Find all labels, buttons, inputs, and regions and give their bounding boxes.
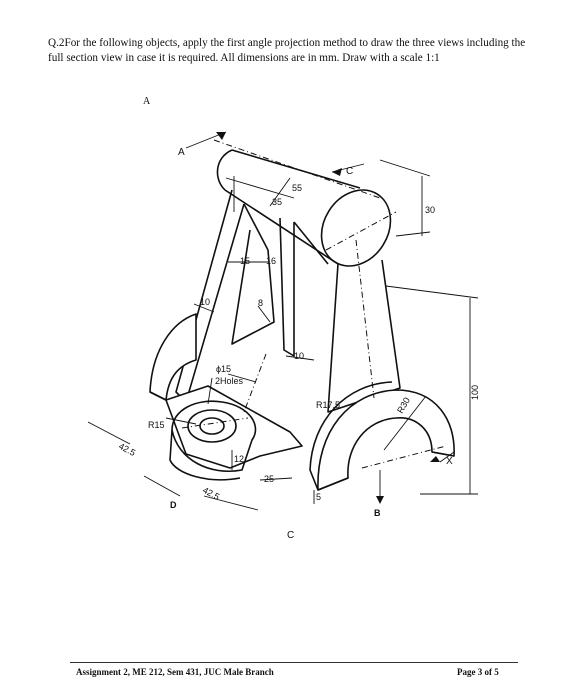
question-text: Q.2For the following objects, apply the first angle projection method to draw the three views including the full section view in case it is required. All dimensions are in mm. Draw with a scale 1:1 — [48, 37, 526, 64]
view-label-d: D — [170, 500, 177, 510]
dim-25: 25 — [264, 474, 275, 484]
dim-16: 16 — [266, 256, 277, 266]
footer-page-number: Page 3 of 5 — [457, 667, 499, 677]
base-plate — [166, 386, 302, 480]
view-label-a-arrow: A — [178, 147, 185, 158]
dim-10-mid: 10 — [294, 351, 305, 361]
dim-r30: R30 — [395, 395, 412, 415]
dim-100: 100 — [470, 384, 480, 400]
dim-8: 8 — [258, 298, 264, 308]
dim-5: 5 — [316, 492, 322, 502]
dim-r17-5: R17.5 — [316, 400, 341, 410]
view-label-a-top: A — [143, 96, 151, 107]
right-base-arch — [310, 382, 454, 490]
view-label-c-arrow: C — [346, 166, 354, 177]
dim-hole-dia: ϕ15 — [216, 364, 232, 374]
dim-35: 35 — [272, 197, 283, 207]
dim-42-5-bottom: 42.5 — [201, 484, 222, 502]
view-label-c-bottom: C — [287, 530, 295, 541]
left-base-arc — [150, 314, 196, 400]
dim-12: 12 — [234, 454, 245, 464]
dim-55: 55 — [292, 183, 303, 193]
dim-30: 30 — [425, 205, 436, 215]
dim-42-5-left: 42.5 — [117, 440, 138, 458]
view-label-x: X — [446, 456, 453, 467]
footer-course: Assignment 2, ME 212, Sem 431, JUC Male Branch — [76, 667, 274, 677]
dim-r15: R15 — [148, 420, 165, 430]
dim-holes: 2Holes — [215, 376, 244, 386]
dim-15: 15 — [240, 256, 251, 266]
dim-10-left: 10 — [200, 297, 211, 307]
view-label-b: B — [374, 508, 381, 518]
footer-rule — [70, 662, 518, 663]
